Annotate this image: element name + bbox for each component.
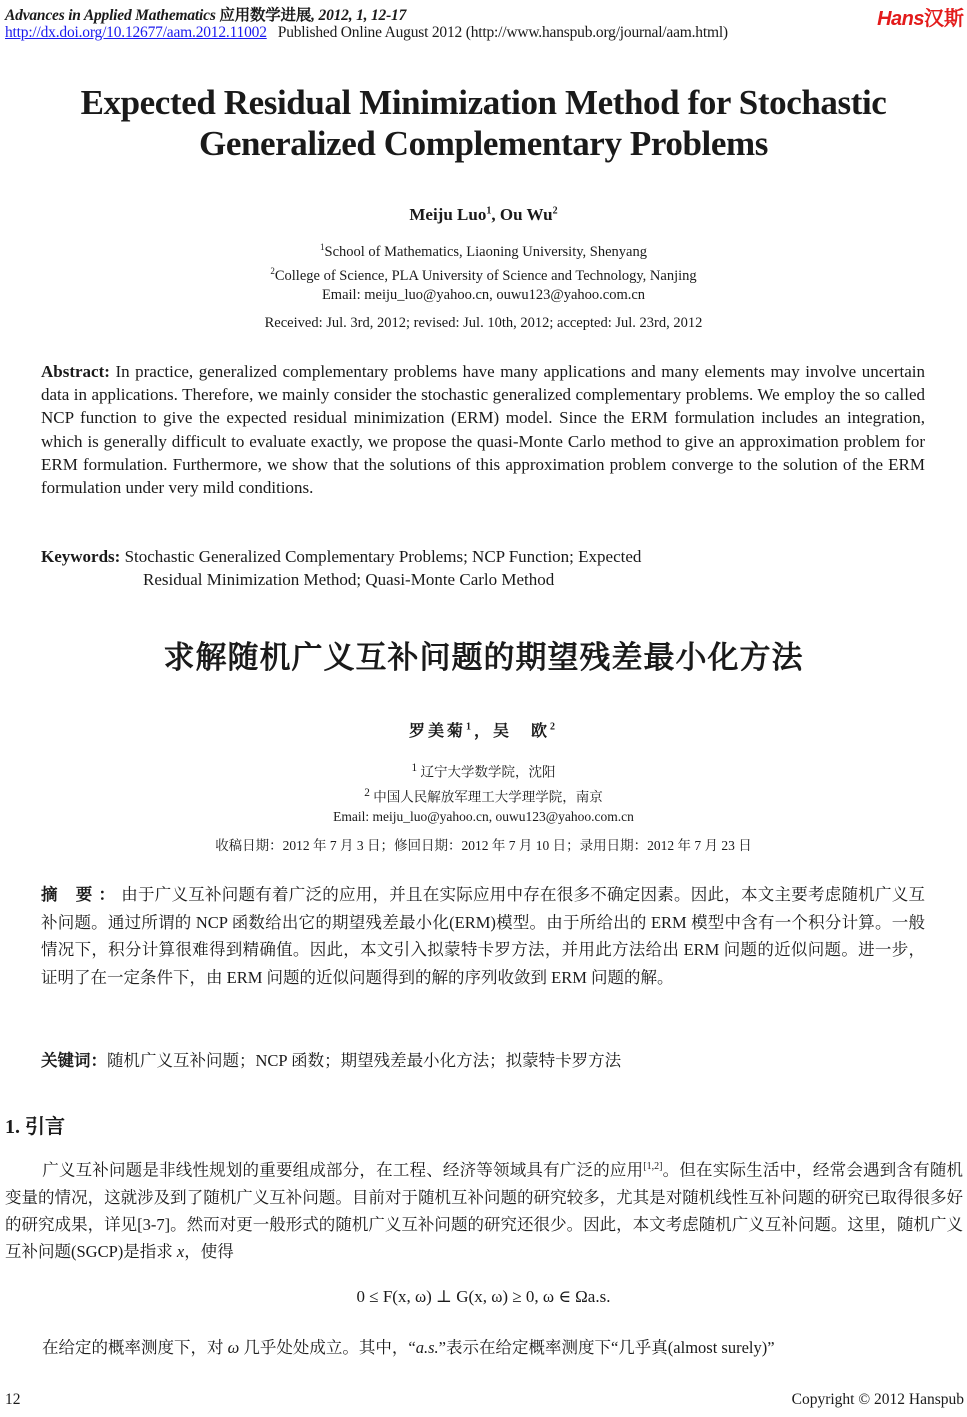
affiliations-cn <box>0 758 967 827</box>
section-title: 引言 <box>25 1114 65 1138</box>
affiliation: $^2$ 中国人民解放军理工大学理学院，南京 <box>364 786 603 804</box>
email-cn: Email: meiju_luo@yahoo.cn, ouwu123@yahoo.com.cn <box>333 809 634 824</box>
author-affiliation-mark: 2 <box>552 205 558 217</box>
affiliation: $^1$ 辽宁大学数学院，沈阳 <box>411 762 556 780</box>
math-variable: ω <box>227 1338 240 1357</box>
hanspub-logo <box>877 2 964 31</box>
title-line-1: Expected Residual Minimization Method for Stochastic <box>80 83 887 122</box>
email-en: Email: meiju_luo@yahoo.cn, ouwu123@yahoo.com.cn <box>321 286 646 303</box>
author-name: Ou Wu <box>499 205 553 224</box>
affiliations-en <box>0 238 967 305</box>
math-abbrev: a.s. <box>415 1338 439 1357</box>
abstract-text: In practice, generalized complementary problems have many applications and many elements may involve uncertain data in applications. Therefore, we mainly consider the stochastic generalized complementary problems. We employ the so called NCP function to give the expected residual minimization (ERM) model. Since the ERM formulation includes an integration, which is generally difficult to evaluate exactly, we propose the quasi-Monte Carlo method to give an approximation problem for ERM formulation. Furthermore, we show that the solutions of this approximation problem converge to the solution of the ERM formulation under very mild conditions. <box>41 362 925 498</box>
keywords-label: Keywords: <box>41 547 121 566</box>
abstract-label-cn: 摘 要： <box>41 885 122 904</box>
publication-info <box>5 24 728 42</box>
journal-header <box>5 3 406 25</box>
abstract-en <box>41 360 925 499</box>
logo-text-en: Hans <box>877 8 924 30</box>
citation: [1,2] <box>643 1161 663 1172</box>
received-dates-en: Received: Jul. 3rd, 2012; revised: Jul. 10th, 2012; accepted: Jul. 23rd, 2012 <box>264 315 703 331</box>
page-number: 12 <box>5 1391 21 1408</box>
math-variable: x <box>176 1242 185 1262</box>
abstract-cn <box>41 881 925 991</box>
section-number: 1. <box>5 1116 20 1138</box>
keywords-line-2: Residual Minimization Method; Quasi-Monte Carlo Method <box>143 570 555 589</box>
equation-sgcp: 0 ≤ F(x, ω) ⊥ G(x, ω) ≥ 0, ω ∈ Ωa.s. <box>356 1287 611 1306</box>
author-affiliation-mark: 1 <box>486 205 492 217</box>
abstract-text-cn: 由于广义互补问题有着广泛的应用，并且在实际应用中存在很多不确定因素。因此，本文主要考虑随机广义互补问题。通过所谓的 NCP 函数给出它的期望残差最小化(ERM)模型。由于所给出的 ERM 模型中含有一个积分计算。一般情况下，积分计算很难得到精确值。因此，本文引入拟蒙特卡罗方法，并用此方法给出 ERM 问题的近似问题。进一步，证明了在一定条件下，由 ERM 问题的近似问题得到的解的序列收敛到 ERM 问题的解。 <box>41 885 925 987</box>
author-name: 吴 欧 <box>493 723 551 740</box>
authors-cn: 罗美菊$^1$，吴 欧$^2$ <box>408 721 559 740</box>
affiliation: $^2$College of Science, PLA University of Science and Technology, Nanjing <box>270 265 697 284</box>
intro-paragraph: 广义互补问题是非线性规划的重要组成部分，在工程、经济等领域具有广泛的应用[1,2]。但在实际生活中，经常会遇到含有随机变量的情况，这就涉及到了随机广义互补问题。目前对于随机互补问题的研究较多，尤其是对随机线性互补问题的研究已取得很多好的研究成果，详见[3-7]。然而对更一般形式的随机广义互补问题的研究还很少。因此，本文考虑随机广义互补问题。这里，随机广义互补问题(SGCP)是指求 x，使得 <box>5 1160 964 1262</box>
keywords-line-1: Stochastic Generalized Complementary Problems; NCP Function; Expected <box>124 547 642 566</box>
received-dates-cn: 收稿日期：2012 年 7 月 3 日；修回日期：2012 年 7 月 10 日；录用日期：2012 年 7 月 23 日 <box>215 838 752 853</box>
keywords-en <box>41 545 925 591</box>
affiliation: $^1$School of Mathematics, Liaoning University, Shenyang <box>320 242 647 260</box>
author-name: Meiju Luo <box>409 205 487 224</box>
journal-name-en: Advances in Applied Mathematics <box>5 7 216 24</box>
title-line-2: Generalized Complementary Problems <box>199 124 768 163</box>
authors-en: Meiju Luo$^1$, Ou Wu$^2$ <box>409 205 558 224</box>
author-name: 罗美菊 <box>408 723 466 740</box>
paper-title-cn: 求解随机广义互补问题的期望残差最小化方法 <box>163 640 804 676</box>
intro-paragraph-2: 在给定的概率测度下，对 ω 几乎处处成立。其中，“a.s.”表示在给定概率测度下“几乎真(almost surely)” <box>42 1338 775 1357</box>
copyright: Copyright © 2012 Hanspub <box>791 1391 964 1408</box>
logo-text-cn: 汉斯 <box>924 8 964 30</box>
keywords-cn <box>41 1047 925 1071</box>
section-heading <box>5 1110 65 1139</box>
journal-volume: , 2012, 1, 12-17 <box>311 7 407 24</box>
abstract-label: Abstract: <box>41 362 110 381</box>
journal-name-cn: 应用数学进展 <box>219 7 312 24</box>
paper-title-en <box>0 82 967 164</box>
doi-link[interactable]: http://dx.doi.org/10.12677/aam.2012.11002 <box>5 24 267 41</box>
keywords-text-cn: 随机广义互补问题；NCP 函数；期望残差最小化方法；拟蒙特卡罗方法 <box>107 1051 622 1070</box>
published-online: Published Online August 2012 (http://www.hanspub.org/journal/aam.html) <box>277 24 728 41</box>
keywords-label-cn: 关键词： <box>41 1051 107 1070</box>
